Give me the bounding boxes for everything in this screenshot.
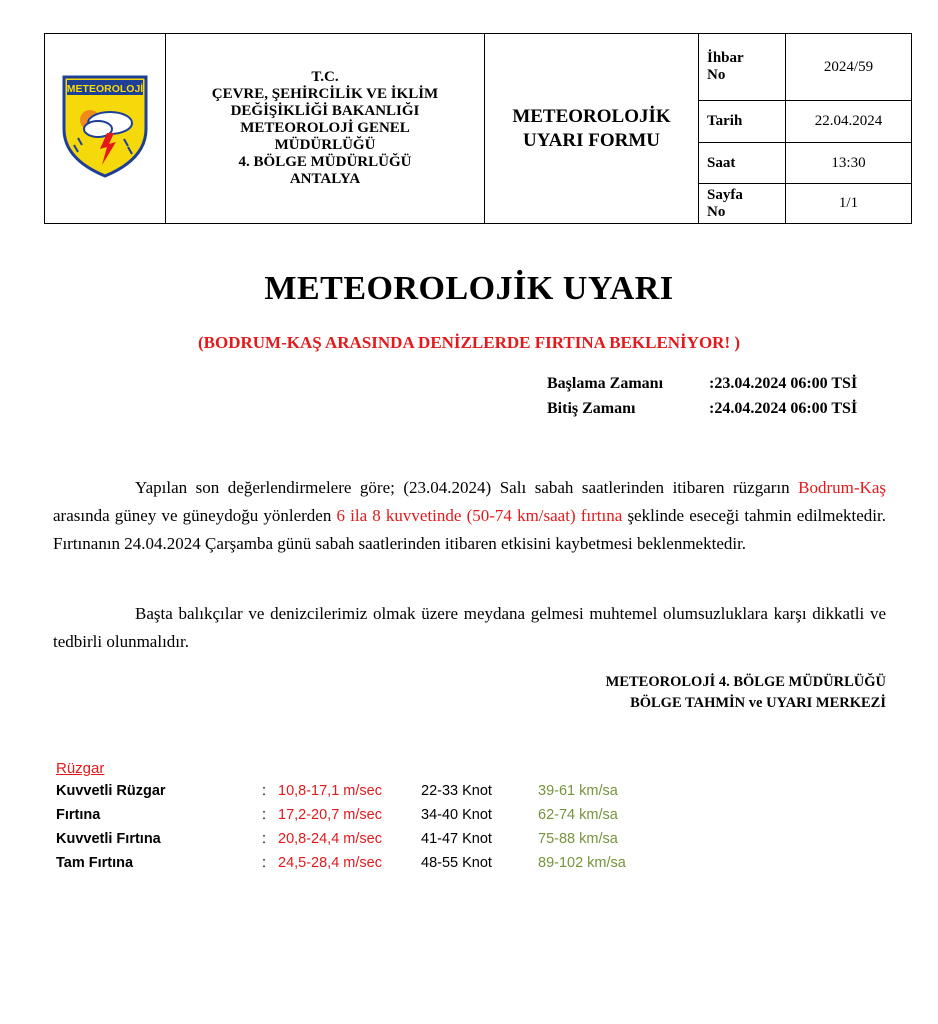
org-line-5: MÜDÜRLÜĞÜ (274, 137, 376, 153)
end-time-label: Bitiş Zamanı (547, 400, 636, 417)
wind-colon: : (262, 831, 267, 847)
header-table (44, 33, 912, 224)
forecast-region: Bodrum-Kaş (798, 478, 886, 497)
wind-name: Tam Fırtına (56, 855, 134, 871)
wind-ms: 10,8-17,1 m/sec (278, 783, 382, 799)
page-title: METEOROLOJİK UYARI (264, 270, 674, 307)
wind-row (0, 807, 938, 831)
wind-row (0, 855, 938, 879)
signature-line-1: METEOROLOJİ 4. BÖLGE MÜDÜRLÜĞÜ (605, 674, 886, 690)
meteoroloji-logo-icon (60, 73, 150, 179)
form-title-line-2: UYARI FORMU (522, 129, 661, 151)
wind-name: Fırtına (56, 807, 101, 823)
org-line-1: T.C. (311, 69, 339, 85)
time-value: 13:30 (786, 143, 912, 184)
notice-no-value: 2024/59 (786, 34, 912, 101)
org-line-4: METEOROLOJİ GENEL (240, 120, 410, 136)
warning-subtitle: (BODRUM-KAŞ ARASINDA DENİZLERDE FIRTINA BEKLENİYOR! ) (197, 333, 741, 352)
organization-cell (166, 34, 485, 224)
logo-cell (45, 34, 166, 224)
wind-knot: 34-40 Knot (421, 807, 492, 823)
wind-colon: : (262, 807, 267, 823)
page-no-value: 1/1 (786, 184, 912, 224)
wind-knot: 22-33 Knot (421, 783, 492, 799)
page-no-label (699, 184, 786, 224)
form-title-line-1: METEOROLOJİK (512, 105, 671, 127)
wind-section-title: Rüzgar (56, 760, 105, 777)
forecast-text-1: Yapılan son değerlendirmelere göre; (23.04.2024) Salı sabah saatlerinden itibaren rüzgarın (135, 478, 799, 497)
wind-ms: 24,5-28,4 m/sec (278, 855, 382, 871)
wind-kmh: 62-74 km/sa (538, 807, 618, 823)
date-label: Tarih (699, 101, 786, 143)
end-time-value: :24.04.2024 06:00 TSİ (709, 400, 858, 417)
wind-row (0, 783, 938, 807)
wind-name: Kuvvetli Fırtına (56, 831, 161, 847)
org-line-2: ÇEVRE, ŞEHİRCİLİK VE İKLİM (211, 86, 439, 102)
page-no-label-line-1: Sayfa (707, 186, 743, 203)
page-no-label-line-2: No (707, 203, 726, 220)
wind-knot: 48-55 Knot (421, 855, 492, 871)
start-time-label: Başlama Zamanı (547, 375, 664, 392)
forecast-paragraph (53, 474, 886, 558)
advice-text: Başta balıkçılar ve denizcilerimiz olmak üzere meydana gelmesi muhtemel olumsuzluklara karşı dikkatli ve tedbirli olunmalıdır. (53, 604, 886, 651)
notice-no-label (699, 34, 786, 101)
wind-knot: 41-47 Knot (421, 831, 492, 847)
forecast-text-3: şeklinde eseceği tahmin edilmektedir. Fırtınanın 24.04.2024 Çarşamba günü sabah saatlerinden itibaren etkisini kaybetmesi beklenmektedir. (53, 506, 886, 553)
notice-no-label-line-1: İhbar (707, 50, 744, 66)
org-line-7: ANTALYA (289, 171, 361, 187)
time-label: Saat (699, 143, 786, 184)
org-line-6: 4. BÖLGE MÜDÜRLÜĞÜ (238, 154, 412, 170)
logo-text: METEOROLOJİ (66, 83, 144, 95)
wind-kmh: 75-88 km/sa (538, 831, 618, 847)
wind-ms: 20,8-24,4 m/sec (278, 831, 382, 847)
wind-row (0, 831, 938, 855)
wind-name: Kuvvetli Rüzgar (56, 783, 166, 799)
advice-paragraph (53, 600, 886, 656)
org-line-3: DEĞİŞİKLİĞİ BAKANLIĞI (230, 103, 420, 119)
signature-line-2: BÖLGE TAHMİN ve UYARI MERKEZİ (630, 695, 886, 711)
wind-colon: : (262, 855, 267, 871)
wind-kmh: 39-61 km/sa (538, 783, 618, 799)
wind-colon: : (262, 783, 267, 799)
notice-no-label-line-2: No (707, 67, 726, 83)
start-time-value: :23.04.2024 06:00 TSİ (709, 375, 858, 392)
date-value: 22.04.2024 (786, 101, 912, 143)
form-title-cell (485, 34, 699, 224)
wind-kmh: 89-102 km/sa (538, 855, 626, 871)
forecast-strength: 6 ila 8 kuvvetinde (50-74 km/saat) fırtına (336, 506, 623, 525)
forecast-text-2: arasında güney ve güneydoğu yönlerden (53, 506, 337, 525)
wind-ms: 17,2-20,7 m/sec (278, 807, 382, 823)
